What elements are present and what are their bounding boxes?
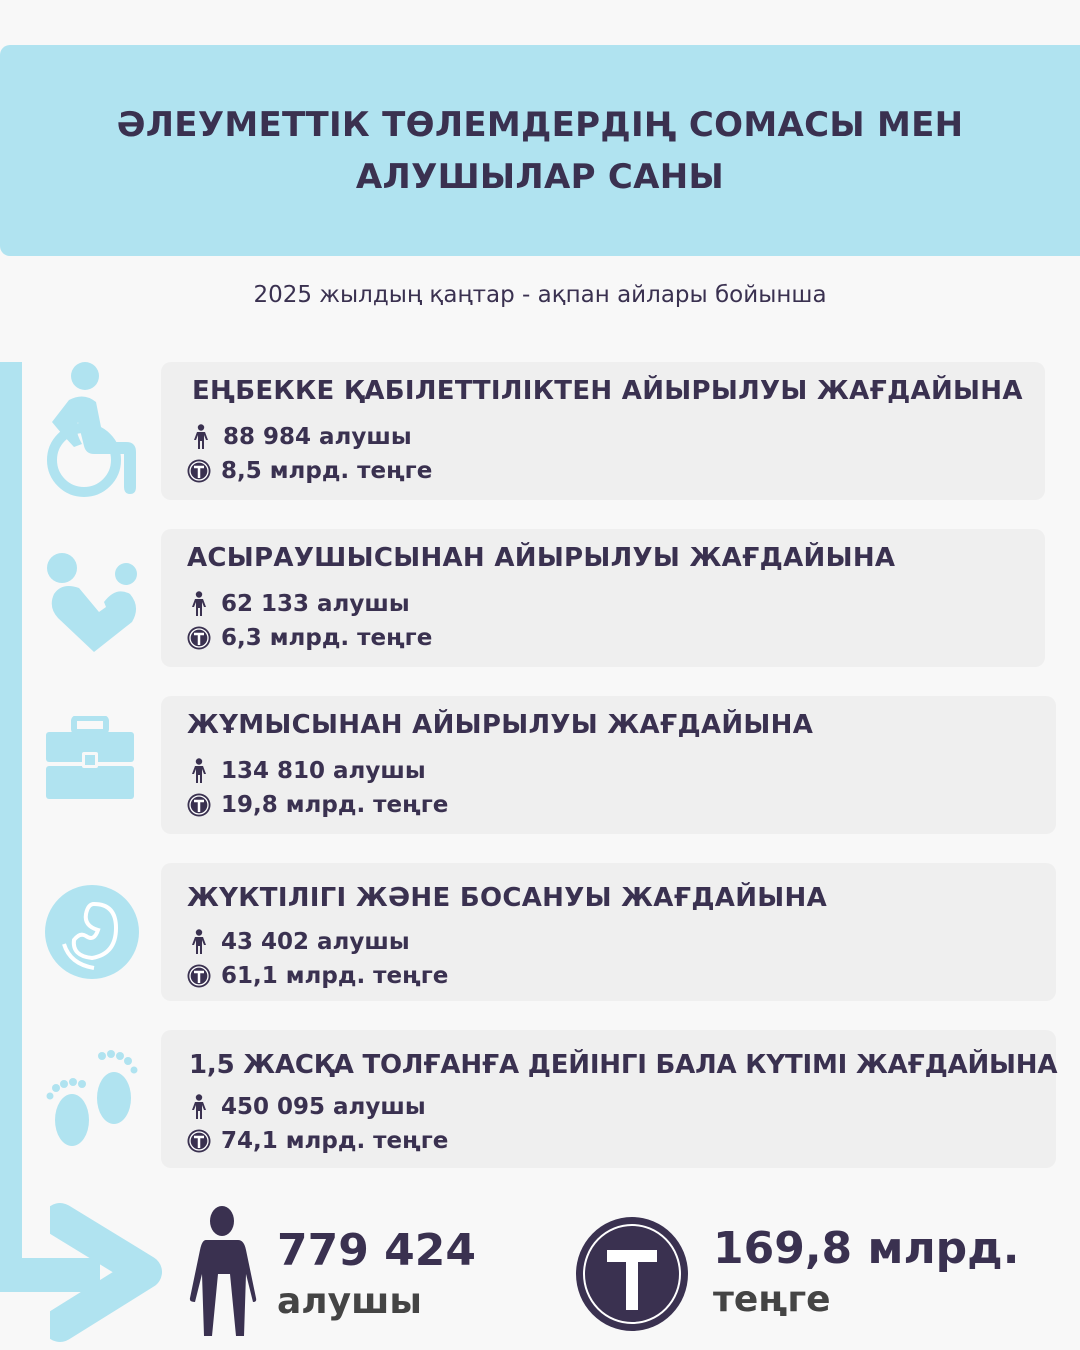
payment-amount: 6,3 млрд. теңге bbox=[221, 625, 433, 651]
header-banner bbox=[0, 45, 1080, 256]
person-large-icon bbox=[184, 1206, 260, 1338]
category-title: 1,5 ЖАСҚА ТОЛҒАНҒА ДЕЙІНГІ БАЛА КҮТІМІ ЖАҒДАЙЫНА bbox=[189, 1050, 1058, 1080]
category-title: АСЫРАУШЫСЫНАН АЙЫРЫЛУЫ ЖАҒДАЙЫНА bbox=[187, 543, 896, 573]
total-amount bbox=[713, 1224, 1019, 1326]
person-icon bbox=[187, 929, 211, 955]
tenge-icon bbox=[187, 792, 211, 818]
family-heart-icon bbox=[44, 552, 139, 652]
total-amount-value: 169,8 млрд. bbox=[713, 1223, 1020, 1274]
subtitle: 2025 жылдың қаңтар - ақпан айлары бойынша bbox=[253, 282, 827, 308]
category-title: ЖҰМЫСЫНАН АЙЫРЫЛУЫ ЖАҒДАЙЫНА bbox=[187, 710, 814, 740]
wheelchair-icon bbox=[44, 362, 139, 502]
payment-amount: 61,1 млрд. теңге bbox=[221, 963, 449, 989]
person-icon bbox=[187, 758, 211, 784]
pregnancy-icon bbox=[44, 884, 140, 980]
person-icon bbox=[187, 591, 211, 617]
recipients-count: 62 133 алушы bbox=[221, 591, 410, 617]
category-title: ЖҮКТІЛІГІ ЖӘНЕ БОСАНУЫ ЖАҒДАЙЫНА bbox=[187, 883, 827, 913]
category-card bbox=[161, 696, 1056, 834]
category-card bbox=[161, 863, 1056, 1001]
payment-amount: 19,8 млрд. теңге bbox=[221, 792, 449, 818]
tenge-icon bbox=[187, 625, 211, 651]
person-icon bbox=[189, 424, 213, 450]
total-amount-unit: теңге bbox=[713, 1279, 831, 1320]
arrow-icon bbox=[50, 1200, 165, 1345]
recipients-count: 88 984 алушы bbox=[223, 424, 412, 450]
person-icon bbox=[187, 1094, 211, 1120]
tenge-icon bbox=[187, 1128, 211, 1154]
payment-amount: 74,1 млрд. теңге bbox=[221, 1128, 449, 1154]
recipients-count: 134 810 алушы bbox=[221, 758, 426, 784]
timeline-bar bbox=[0, 362, 22, 1292]
total-recipients-unit: алушы bbox=[277, 1281, 422, 1322]
tenge-icon bbox=[187, 963, 211, 989]
category-title: ЕҢБЕККЕ ҚАБІЛЕТТІЛІКТЕН АЙЫРЫЛУЫ ЖАҒДАЙЫНА bbox=[192, 376, 1023, 406]
briefcase-icon bbox=[44, 716, 136, 801]
category-card bbox=[161, 529, 1045, 667]
category-card bbox=[161, 1030, 1056, 1168]
baby-feet-icon bbox=[44, 1048, 140, 1148]
page-title-line1: ӘЛЕУМЕТТІК ТӨЛЕМДЕРДІҢ СОМАСЫ МЕН bbox=[116, 104, 964, 145]
total-recipients-value: 779 424 bbox=[277, 1225, 477, 1276]
payment-amount: 8,5 млрд. теңге bbox=[221, 458, 433, 484]
recipients-count: 43 402 алушы bbox=[221, 929, 410, 955]
page-title-line2: АЛУШЫЛАР САНЫ bbox=[355, 156, 725, 197]
tenge-icon bbox=[187, 458, 211, 484]
total-recipients bbox=[277, 1226, 476, 1328]
recipients-count: 450 095 алушы bbox=[221, 1094, 426, 1120]
tenge-large-icon bbox=[575, 1216, 689, 1332]
category-card bbox=[161, 362, 1045, 500]
